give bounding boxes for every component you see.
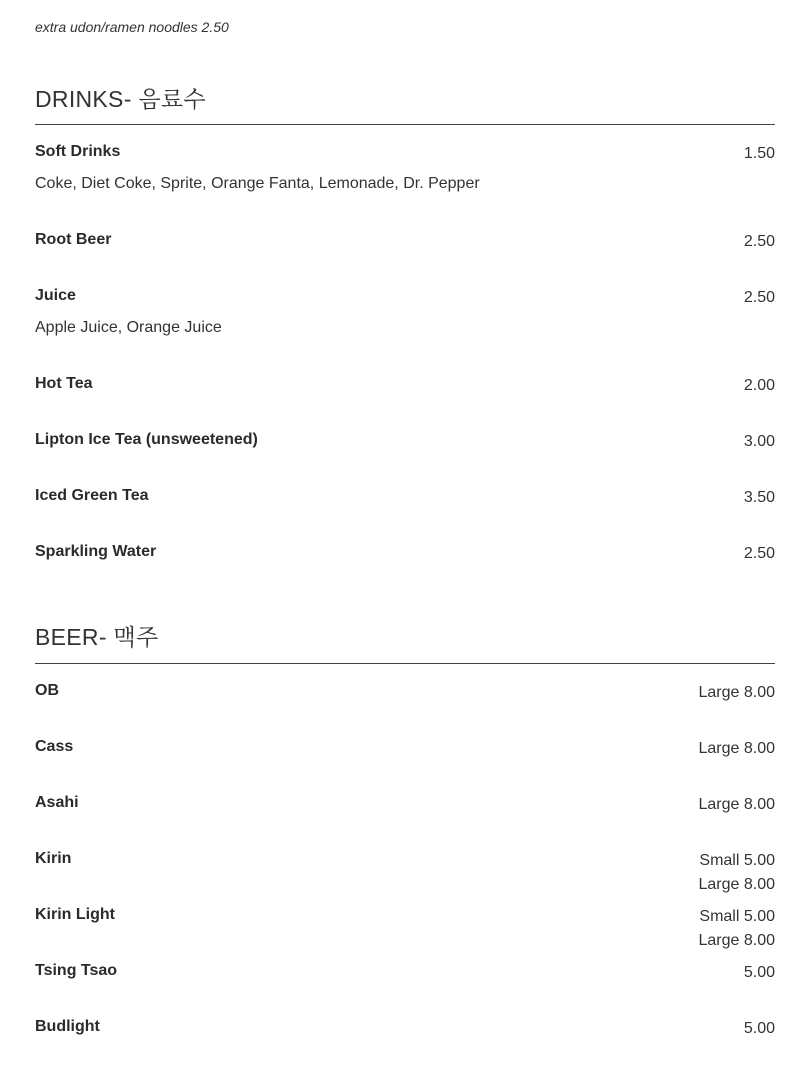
item-price xyxy=(744,430,775,454)
item-name: Budlight xyxy=(35,1018,100,1035)
drinks-section xyxy=(35,84,775,114)
price-line: 2.50 xyxy=(743,289,775,306)
item-price xyxy=(744,542,775,566)
price-line: 2.00 xyxy=(743,377,775,394)
item-price xyxy=(744,142,775,166)
price-line-large: Large 8.00 xyxy=(698,932,775,949)
item-price xyxy=(698,681,775,705)
price-line-small: Small 5.00 xyxy=(699,908,775,925)
item-name: Cass xyxy=(35,738,74,755)
beer-divider xyxy=(35,663,775,664)
item-name: Lipton Ice Tea (unsweetened) xyxy=(35,431,258,448)
item-price xyxy=(698,849,775,897)
item-price xyxy=(744,286,775,310)
item-price xyxy=(744,230,775,254)
price-line: 3.50 xyxy=(743,489,775,506)
item-description: Apple Juice, Orange Juice xyxy=(35,319,222,336)
item-name: Kirin Light xyxy=(35,906,115,923)
item-name: Soft Drinks xyxy=(35,143,121,160)
drinks-section-title: DRINKS- 음료수 xyxy=(35,86,206,112)
price-line: 5.00 xyxy=(743,964,775,981)
item-name: OB xyxy=(35,682,59,699)
item-price xyxy=(744,1017,775,1041)
item-price xyxy=(698,793,775,817)
item-name: Hot Tea xyxy=(35,375,93,392)
beer-section-title: BEER- 맥주 xyxy=(35,624,159,650)
item-price xyxy=(698,737,775,761)
price-line: 2.50 xyxy=(743,233,775,250)
item-name: Juice xyxy=(35,287,76,304)
item-name: Iced Green Tea xyxy=(35,487,149,504)
price-line: 3.00 xyxy=(743,433,775,450)
beer-section xyxy=(35,622,775,652)
item-price xyxy=(744,961,775,985)
item-name: Asahi xyxy=(35,794,79,811)
item-name: Tsing Tsao xyxy=(35,962,118,979)
price-line: 2.50 xyxy=(743,545,775,562)
price-line: Large 8.00 xyxy=(698,740,775,757)
item-description: Coke, Diet Coke, Sprite, Orange Fanta, Lemonade, Dr. Pepper xyxy=(35,175,480,192)
price-line: Large 8.00 xyxy=(698,684,775,701)
item-price xyxy=(744,486,775,510)
drinks-divider xyxy=(35,124,775,125)
item-name: Root Beer xyxy=(35,231,112,248)
item-price xyxy=(698,905,775,953)
item-name: Sparkling Water xyxy=(35,543,157,560)
extra-noodles-note: extra udon/ramen noodles 2.50 xyxy=(35,19,229,35)
price-line: Large 8.00 xyxy=(698,796,775,813)
item-name: Kirin xyxy=(35,850,72,867)
item-price xyxy=(744,374,775,398)
price-line: 1.50 xyxy=(743,145,775,162)
price-line-large: Large 8.00 xyxy=(698,876,775,893)
price-line-small: Small 5.00 xyxy=(699,852,775,869)
price-line: 5.00 xyxy=(743,1020,775,1037)
